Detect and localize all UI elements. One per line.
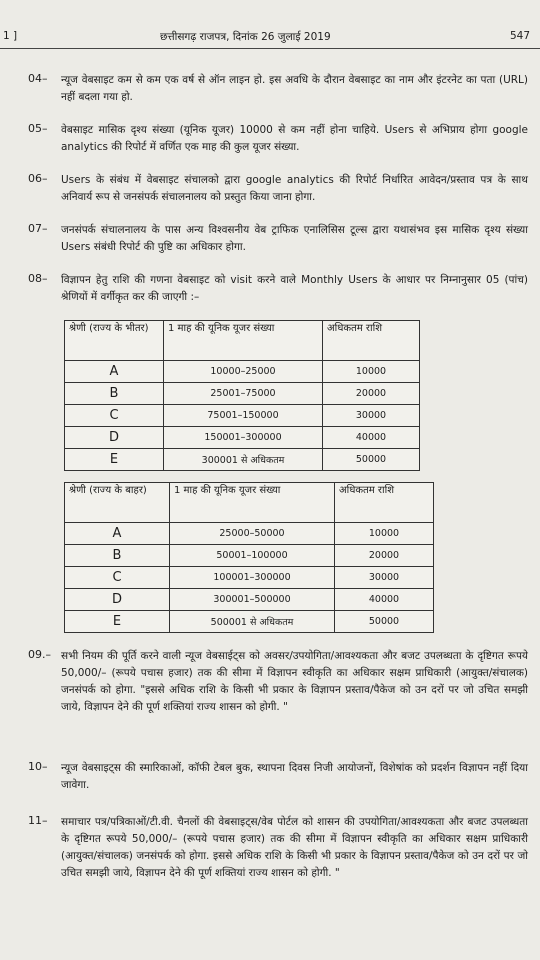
table-row [65, 567, 434, 589]
table-row [65, 405, 420, 427]
header-title: छत्तीसगढ़ राजपत्र, दिनांक 26 जुलाई 2019 [160, 31, 331, 43]
clause-10 [28, 760, 528, 794]
col-header-users: 1 माह की यूनिक यूजर संख्या [164, 321, 323, 361]
amount-cell: 30000 [323, 405, 420, 427]
category-cell: B [65, 383, 164, 405]
table-row [65, 449, 420, 471]
users-cell: 500001 से अधिकतम [170, 611, 335, 633]
rate-table-outside-state [64, 482, 434, 633]
clause-text: वेबसाइट मासिक दृश्य संख्या (यूनिक यूजर) 10000 से कम नहीं होना चाहिये. Users से अभिप्राय होगा google analytics की रिपोर्ट में वर्णित एक माह की कुल यूजर संख्या. [61, 124, 528, 153]
category-cell: A [65, 361, 164, 383]
users-cell: 300001 से अधिकतम [164, 449, 323, 471]
category-cell: E [65, 611, 170, 633]
header-left: 1 ] [3, 30, 18, 42]
col-header-users: 1 माह की यूनिक यूजर संख्या [170, 483, 335, 523]
users-cell: 150001–300000 [164, 427, 323, 449]
page-number: 547 [509, 30, 530, 42]
table-row [65, 523, 434, 545]
clause-number: 06– [28, 172, 48, 185]
category-cell: E [65, 449, 164, 471]
amount-cell: 10000 [323, 361, 420, 383]
clause-06 [28, 172, 528, 206]
table-row [65, 361, 420, 383]
amount-cell: 40000 [335, 589, 434, 611]
table-row [65, 427, 420, 449]
header-rule [0, 48, 540, 49]
users-cell: 100001–300000 [170, 567, 335, 589]
col-header-max-amount: अधिकतम राशि [335, 483, 434, 523]
category-cell: B [65, 545, 170, 567]
clause-text: समाचार पत्र/पत्रिकाओं/टी.वी. चैनलों की वेबसाइट्स/वेब पोर्टल को शासन की उपयोगिता/आवश्यकता और बजट उपलब्धता के दृष्टिगत रूपये 50,000/– (रूपये पचास हजार) तक की सीमा में विज्ञापन स्वीकृति का अधिकार सक्षम प्राधिकारी (आयुक्त/संचालक) जनसंपर्क को होगा. इससे अधिक राशि के किसी भी प्रकार के विज्ञापन प्रस्ताव/पैकेज को उन दरों पर जो उचित समझी जाये, विज्ञापन देने की पूर्ण शक्तियां राज्य शासन को होगी. " [61, 816, 528, 879]
amount-cell: 50000 [335, 611, 434, 633]
clause-09 [28, 648, 528, 716]
table-row [65, 611, 434, 633]
clause-text: सभी नियम की पूर्ति करने वाली न्यूज वेबसाईट्स को अवसर/उपयोगिता/आवश्यकता और बजट उपलब्धता के दृष्टिगत रूपये 50,000/– (रूपये पचास हजार) तक की सीमा में विज्ञापन स्वीकृति का अधिकार सक्षम प्राधिकारी (आयुक्त/संचालक) जनसंपर्क को होगा. "इससे अधिक राशि के किसी भी प्रकार के विज्ञापन प्रस्ताव/पैकेज को उन दरों पर जो उचित समझी जाये, विज्ञापन देने की पूर्ण शक्तियां राज्य शासन को होगी. " [61, 650, 528, 713]
clause-text: न्यूज वेबसाइट कम से कम एक वर्ष से ऑन लाइन हो. इस अवधि के दौरान वेबसाइट का नाम और इंटरनेट का पता (URL) नहीं बदला गया हो. [61, 74, 528, 103]
clause-number: 11– [28, 814, 48, 827]
users-cell: 25001–75000 [164, 383, 323, 405]
clause-number: 09.– [28, 648, 51, 661]
clause-text: जनसंपर्क संचालनालय के पास अन्य विश्वसनीय वेब ट्राफिक एनालिसिस टूल्स द्वारा यथासंभव इस मासिक दृश्य संख्या Users संबंधी रिपोर्ट की पुष्टि का अधिकार होगा. [61, 224, 528, 253]
amount-cell: 10000 [335, 523, 434, 545]
clause-number: 04– [28, 72, 48, 85]
amount-cell: 20000 [335, 545, 434, 567]
users-cell: 75001–150000 [164, 405, 323, 427]
clause-04 [28, 72, 528, 106]
users-cell: 50001–100000 [170, 545, 335, 567]
clause-number: 08– [28, 272, 48, 285]
amount-cell: 20000 [323, 383, 420, 405]
category-cell: C [65, 405, 164, 427]
amount-cell: 50000 [323, 449, 420, 471]
clause-05 [28, 122, 528, 156]
category-cell: C [65, 567, 170, 589]
clause-text: विज्ञापन हेतु राशि की गणना वेबसाइट को visit करने वाले Monthly Users के आधार पर निम्नानुसार 05 (पांच) श्रेणियों में वर्गीकृत कर की जाएगी :– [61, 274, 528, 303]
category-cell: A [65, 523, 170, 545]
table-row [65, 589, 434, 611]
clause-11 [28, 814, 528, 882]
col-header-max-amount: अधिकतम राशि [323, 321, 420, 361]
clause-number: 05– [28, 122, 48, 135]
users-cell: 10000–25000 [164, 361, 323, 383]
category-cell: D [65, 427, 164, 449]
table-row [65, 545, 434, 567]
clause-text: न्यूज वेबसाइट्स की स्मारिकाओं, कॉफी टेबल बुक, स्थापना दिवस निजी आयोजनों, विशेषांक को प्रदर्शन विज्ञापन नहीं दिया जावेगा. [61, 762, 528, 791]
users-cell: 25000–50000 [170, 523, 335, 545]
category-cell: D [65, 589, 170, 611]
amount-cell: 40000 [323, 427, 420, 449]
clause-text: Users के संबंध में वेबसाइट संचालको द्वारा google analytics की रिपोर्ट निर्धारित आवेदन/प्रस्ताव पत्र के साथ अनिवार्य रूप से जनसंपर्क संचालनालय को प्रस्तुत किया जाना होगा. [61, 174, 528, 203]
col-header-category: श्रेणी (राज्य के भीतर) [65, 321, 164, 361]
page-header [0, 30, 540, 48]
clause-08 [28, 272, 528, 306]
users-cell: 300001–500000 [170, 589, 335, 611]
clause-number: 10– [28, 760, 48, 773]
amount-cell: 30000 [335, 567, 434, 589]
clause-07 [28, 222, 528, 256]
col-header-category: श्रेणी (राज्य के बाहर) [65, 483, 170, 523]
table-row [65, 383, 420, 405]
clause-number: 07– [28, 222, 48, 235]
rate-table-inside-state [64, 320, 420, 471]
